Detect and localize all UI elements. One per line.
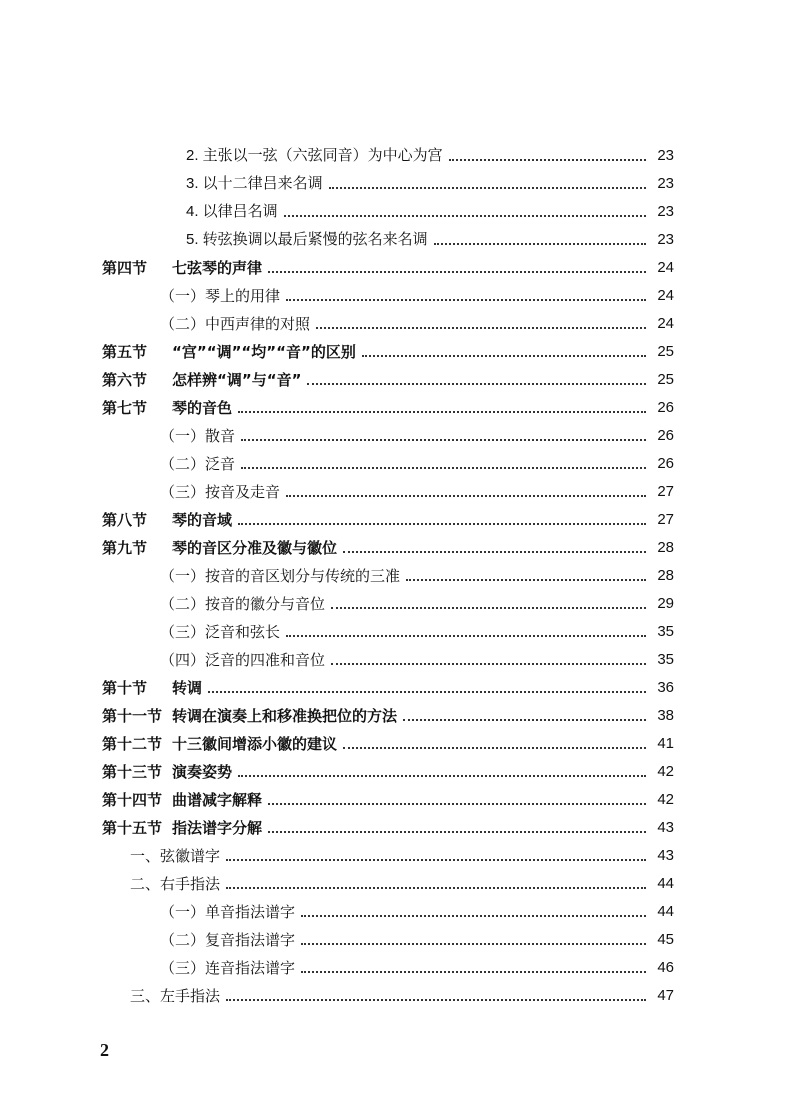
toc-entry-page: 23 (657, 231, 674, 248)
toc-entry-title (102, 734, 337, 754)
toc-section-title: 七弦琴的声律 (172, 259, 263, 277)
dot-leader (434, 243, 646, 245)
toc-entry-title (102, 790, 262, 810)
toc-section-title: 曲谱减字解释 (172, 791, 263, 809)
dot-leader (329, 187, 646, 189)
toc-entry (102, 674, 674, 698)
toc-entry-title (102, 762, 232, 782)
toc-entry-page: 45 (657, 931, 674, 948)
toc-entry-page: 25 (657, 371, 674, 388)
toc-section-title: 指法谱字分解 (172, 819, 263, 837)
toc-entry-page: 29 (657, 595, 674, 612)
dot-leader (307, 383, 646, 385)
toc-entry-title: 4. 以律吕名调 (186, 203, 278, 220)
toc-entry (102, 394, 674, 418)
toc-entry (160, 282, 674, 306)
toc-entry (102, 534, 674, 558)
dot-leader (241, 439, 646, 441)
toc-entry-title (102, 370, 301, 390)
toc-section-title: 演奏姿势 (172, 763, 233, 781)
toc-entry-page: 47 (657, 987, 674, 1004)
toc-section-title: 转调在演奏上和移准换把位的方法 (172, 707, 398, 725)
dot-leader (301, 971, 646, 973)
toc-entry-page: 26 (657, 427, 674, 444)
toc-section-number: 第十五节 (102, 819, 163, 837)
toc-entry (102, 730, 674, 754)
dot-leader (316, 327, 646, 329)
toc-entry-page: 35 (657, 651, 674, 668)
toc-entry-title (102, 510, 232, 530)
toc-entry-page: 24 (657, 259, 674, 276)
toc-section-number: 第七节 (102, 399, 148, 417)
dot-leader (343, 551, 646, 553)
dot-leader (268, 831, 646, 833)
toc-entry (102, 786, 674, 810)
toc-section-number: 第四节 (102, 259, 148, 277)
page-number: 2 (100, 1040, 109, 1060)
toc-entry-page: 23 (657, 147, 674, 164)
toc-entry-page: 43 (657, 847, 674, 864)
toc-entry (130, 842, 674, 866)
toc-entry-page: 42 (657, 763, 674, 780)
toc-entry-title: 一、弦徽谱字 (130, 847, 221, 865)
dot-leader (208, 691, 646, 693)
toc-entry-page: 38 (657, 707, 674, 724)
dot-leader (238, 523, 646, 525)
dot-leader (301, 943, 646, 945)
dot-leader (241, 467, 646, 469)
toc-entry-title: 3. 以十二律吕来名调 (186, 175, 323, 192)
toc-entry-page: 23 (657, 175, 674, 192)
toc-entry (102, 254, 674, 278)
toc-entry (160, 562, 674, 586)
toc-entry-page: 23 (657, 203, 674, 220)
toc-entry-page: 25 (657, 343, 674, 360)
toc-section-title: 怎样辨“调”与“音” (172, 371, 302, 389)
toc-entry-page: 43 (657, 819, 674, 836)
toc-entry-title (102, 706, 397, 726)
dot-leader (268, 803, 646, 805)
toc-entry (186, 142, 674, 166)
toc-entry-title (102, 818, 262, 838)
toc-section-title: “宫”“调”“均”“音”的区别 (172, 343, 356, 361)
toc-entry-page: 44 (657, 903, 674, 920)
toc-section-number: 第九节 (102, 539, 148, 557)
dot-leader (449, 159, 646, 161)
toc-section-title: 琴的音域 (172, 511, 233, 529)
toc-section-number: 第十二节 (102, 735, 163, 753)
toc-entry-page: 42 (657, 791, 674, 808)
toc-entry (160, 646, 674, 670)
toc-entry-title: （三）按音及走音 (160, 483, 281, 501)
toc-entry (160, 898, 674, 922)
toc-entry (160, 310, 674, 334)
toc-entry-title: 2. 主张以一弦（六弦同音）为中心为宫 (186, 147, 443, 164)
toc-entry-title (102, 398, 232, 418)
dot-leader (238, 411, 646, 413)
toc-entry-title: （四）泛音的四准和音位 (160, 651, 326, 669)
toc-section-number: 第十三节 (102, 763, 163, 781)
dot-leader (403, 719, 646, 721)
dot-leader (268, 271, 646, 273)
toc-entry (102, 758, 674, 782)
toc-entry-title (102, 678, 202, 698)
toc-entry (160, 478, 674, 502)
toc-entry-title: 5. 转弦换调以最后紧慢的弦名来名调 (186, 231, 428, 248)
toc-entry (160, 590, 674, 614)
toc-entry-page: 41 (657, 735, 674, 752)
toc-entry-title: （一）琴上的用律 (160, 287, 281, 305)
toc-entry (130, 982, 674, 1006)
toc-section-number: 第十四节 (102, 791, 163, 809)
dot-leader (331, 607, 646, 609)
toc-entry-page: 26 (657, 399, 674, 416)
toc-entry-page: 24 (657, 287, 674, 304)
toc-entry (186, 170, 674, 194)
toc-entry-title: （二）复音指法谱字 (160, 931, 296, 949)
toc-section-number: 第六节 (102, 371, 148, 389)
dot-leader (284, 215, 646, 217)
dot-leader (343, 747, 646, 749)
toc-entry-page: 27 (657, 483, 674, 500)
toc-entry-title: （一）散音 (160, 427, 236, 445)
toc-entry-title: （三）泛音和弦长 (160, 623, 281, 641)
dot-leader (286, 635, 646, 637)
toc-entry-title (102, 258, 262, 278)
dot-leader (286, 299, 646, 301)
toc-section-title: 十三徽间增添小徽的建议 (172, 735, 338, 753)
toc-entry-page: 35 (657, 623, 674, 640)
toc-entry (102, 814, 674, 838)
dot-leader (226, 887, 646, 889)
toc-entry-title (102, 342, 356, 362)
toc-entry-page: 26 (657, 455, 674, 472)
toc-entry-page: 36 (657, 679, 674, 696)
dot-leader (362, 355, 646, 357)
toc-entry (186, 198, 674, 222)
toc-entry (160, 422, 674, 446)
dot-leader (286, 495, 646, 497)
toc-entry-page: 46 (657, 959, 674, 976)
toc-section-number: 第十节 (102, 679, 148, 697)
dot-leader (238, 775, 646, 777)
toc-entry-title: （二）泛音 (160, 455, 236, 473)
toc-section-number: 第十一节 (102, 707, 163, 725)
toc-entry-title: 二、右手指法 (130, 875, 221, 893)
toc-entry (160, 926, 674, 950)
toc-entry (160, 450, 674, 474)
dot-leader (406, 579, 646, 581)
toc-entry-title: （二）中西声律的对照 (160, 315, 311, 333)
toc-section-number: 第五节 (102, 343, 148, 361)
toc-entry-title: （三）连音指法谱字 (160, 959, 296, 977)
toc-entry (102, 366, 674, 390)
toc-entry (130, 870, 674, 894)
toc-entry (186, 226, 674, 250)
dot-leader (331, 663, 646, 665)
toc-section-title: 转调 (172, 679, 203, 697)
dot-leader (226, 999, 646, 1001)
dot-leader (301, 915, 646, 917)
dot-leader (226, 859, 646, 861)
toc-entry-page: 44 (657, 875, 674, 892)
toc-entry-title: （一）单音指法谱字 (160, 903, 296, 921)
toc-entry-page: 24 (657, 315, 674, 332)
toc-entry-title: （一）按音的音区划分与传统的三准 (160, 567, 401, 585)
toc-entry (160, 618, 674, 642)
toc-section-title: 琴的音区分准及徽与徽位 (172, 539, 338, 557)
toc-section-title: 琴的音色 (172, 399, 233, 417)
toc-section-number: 第八节 (102, 511, 148, 529)
toc-entry (102, 506, 674, 530)
toc-entry (102, 702, 674, 726)
toc-entry-title: （二）按音的徽分与音位 (160, 595, 326, 613)
toc-entry-page: 28 (657, 539, 674, 556)
toc-entry (102, 338, 674, 362)
toc-entry (160, 954, 674, 978)
toc-entry-page: 27 (657, 511, 674, 528)
toc-entry-page: 28 (657, 567, 674, 584)
toc-entry-title: 三、左手指法 (130, 987, 221, 1005)
toc-entry-title (102, 538, 337, 558)
